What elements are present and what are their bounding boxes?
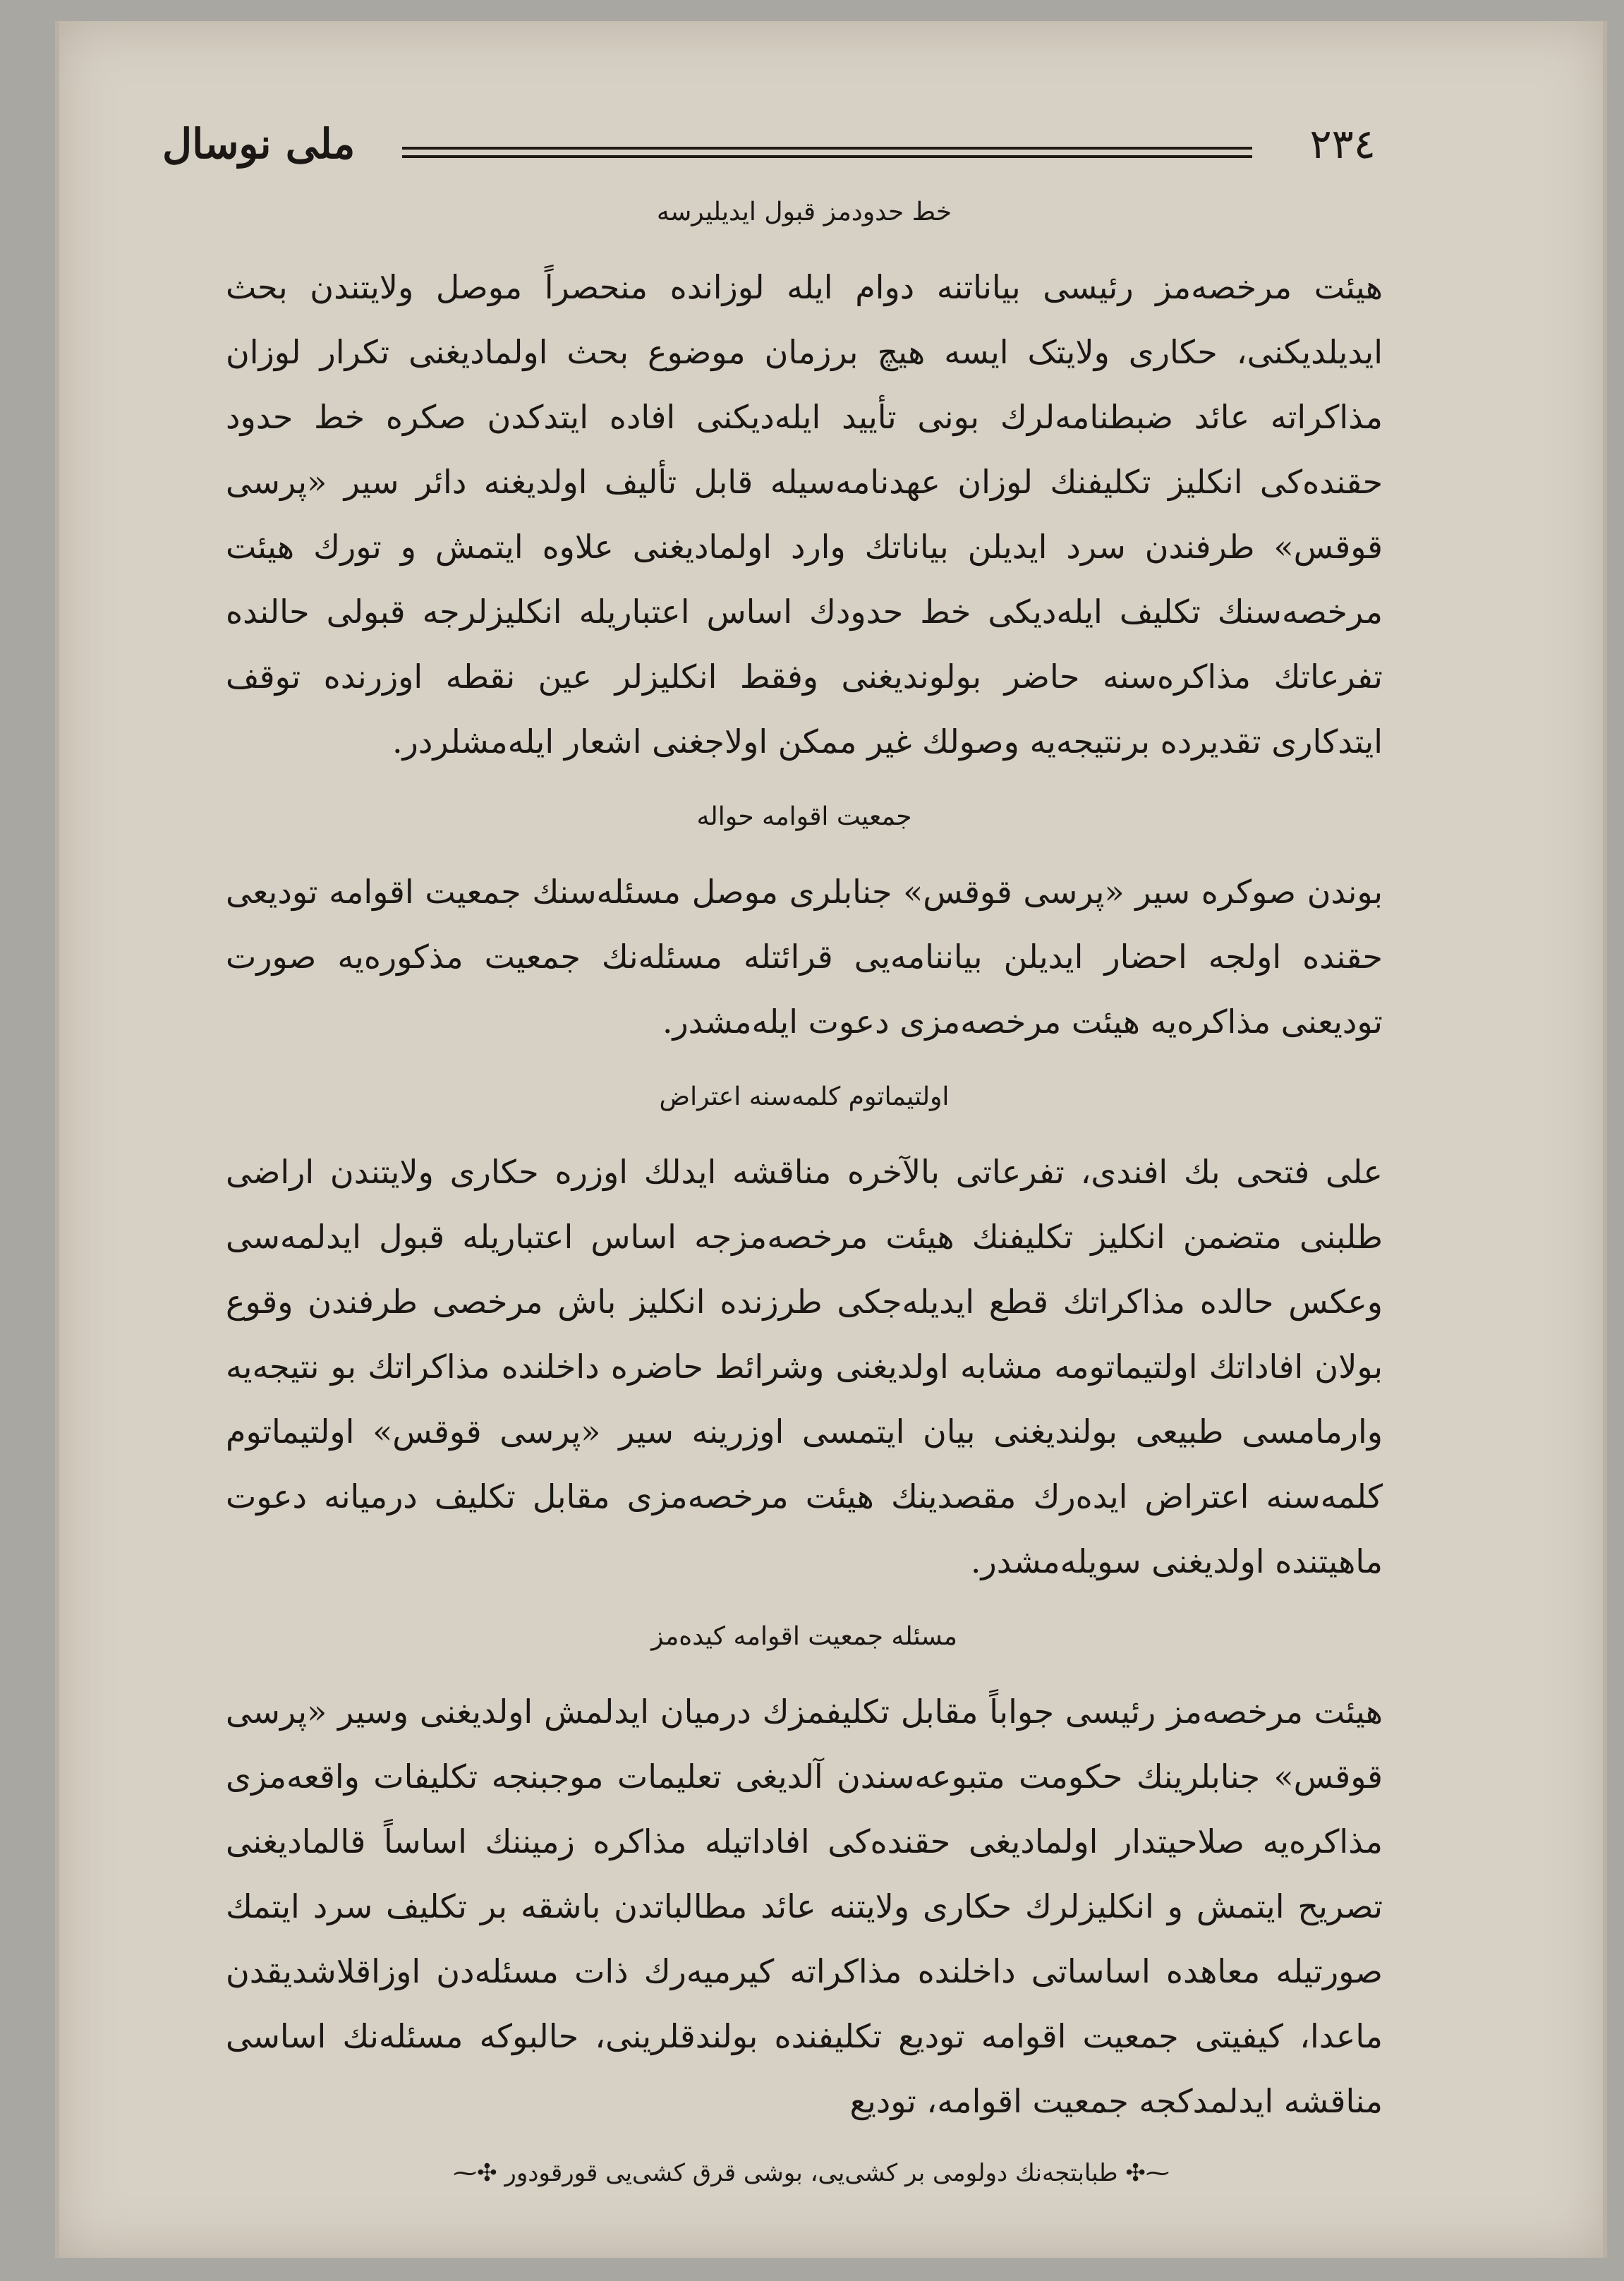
page-number: ٢٣٤ [1309, 120, 1376, 168]
section-heading: مسئله جمعیت اقوامه کیده‌مز [651, 1622, 957, 1651]
section-paragraph: علی فتحی بك افندی، تفرعاتی بالآخره مناقشه ایدلك اوزره حکاری ولایتندن اراضی طلبنی متضمن انکلیز تکلیفنك هیئت مرخصه‌مزجه اساس اعتباریله قبول ایدلمه‌سی وعکس حالده مذاکراتك قطع ایدیله‌جکی طرزنده انکلیز باش مرخصی طرفندن وقوع بولان افاداتك اولتیماتومه مشابه اولدیغنی وشرائط حاضره داخلنده مذاکراتك بو نتیجه‌یه وارمامسی طبیعی بولندیغنی بیان ایتمسی اوزرینه سیر «پرسی قوقس» اولتیماتوم کلمه‌سنه اعتراض ایده‌رك مقصدینك هیئت مرخصه‌مزی مقابل تکلیف درمیانه دعوت ماهیتنده اولدیغنی سویله‌مشدر. [226, 1153, 1383, 1580]
section-heading: خط حدودمز قبول ایدیلیرسه [656, 198, 952, 226]
journal-title: ملی نوسال [162, 120, 356, 168]
footer-ornament-right: ⁓✣ [1117, 2159, 1170, 2187]
footer-ornament-left: ✣⁓ [453, 2159, 505, 2187]
page-edge-right [1603, 21, 1607, 2258]
footer-proverb [353, 2159, 1270, 2187]
header-rule [402, 147, 1252, 158]
section-heading: جمعیت اقوامه حواله [696, 802, 912, 831]
page-header [162, 120, 1376, 183]
section-paragraph: هیئت مرخصه‌مز رئیسی جواباً مقابل تکلیفمزك درمیان ایدلمش اولدیغنی وسیر «پرسی قوقس» جنابلرینك حکومت متبوعه‌سندن آلدیغی تعلیمات موجبنجه تکلیفات واقعه‌مزی مذاکره‌یه صلاحیتدار اولمادیغی حقنده‌کی افاداتیله مذاکره زمیننك اساساً قالمادیغنی تصریح ایتمش و انکلیزلرك حکاری ولایتنه عائد مطالباتدن باشقه بر تکلیف سرد ایتمك صورتیله معاهده اساساتی داخلنده مذاکراته کیرمیه‌رك ذات مسئله‌دن اوزاقلاشدیقدن ماعدا، کیفیتی جمعیت اقوامه تودیع تکلیفنده بولندقلرینی، حالبوکه مسئله‌نك اساسی مناقشه ایدلمدکجه جمعیت اقوامه، تودیع [226, 1693, 1383, 2120]
section-heading: اولتیماتوم کلمه‌سنه اعتراض [659, 1082, 950, 1111]
article-body [226, 183, 1383, 2162]
section-paragraph: بوندن صوکره سیر «پرسی قوقس» جنابلری موصل مسئله‌سنك جمعیت اقوامه تودیعی حقنده اولجه احضار ایدیلن بیاننامه‌یی قرائتله مسئله‌نك جمعیت مذکوره‌یه صورت تودیعنی مذاکره‌یه هیئت مرخصه‌مزی دعوت ایله‌مشدر. [226, 873, 1383, 1041]
page-edge-left [55, 21, 59, 2258]
section-paragraph: هیئت مرخصه‌مز رئیسی بیاناتنه دوام ایله لوزانده منحصراً موصل ولایتندن بحث ایدیلدیکنی، حکاری ولایتک ایسه هیچ برزمان موضوع بحث اولمادیغنی تکرار لوزان مذاکراته عائد ضبطنامه‌لرك بونی تأیید ایله‌دیکنی افاده ایتدکدن صکره خط حدود حقنده‌کی انکلیز تکلیفنك لوزان عهدنامه‌سیله قابل تألیف اولدیغنه دائر سیر «پرسی قوقس» طرفندن سرد ایدیلن بیاناتك وارد اولمادیغنی علاوه ایتمش و تورك هیئت مرخصه‌سنك تکلیف ایله‌دیکی خط حدودك اساس اعتباریله انکلیزلرجه قبولی حالنده تفرعاتك مذاکره‌سنه حاضر بولوندیغنی وفقط انکلیزلر عین نقطه اوزرنده توقف ایتدکاری تقدیرده برنتیجه‌یه وصولك غیر ممکن اولاجغنی اشعار ایله‌مشلردر. [226, 268, 1383, 761]
footer-text: طبابتجه‌نك دولومی بر کشی‌یی، بوشی قرق کشی‌یی قورقودور [504, 2159, 1118, 2187]
